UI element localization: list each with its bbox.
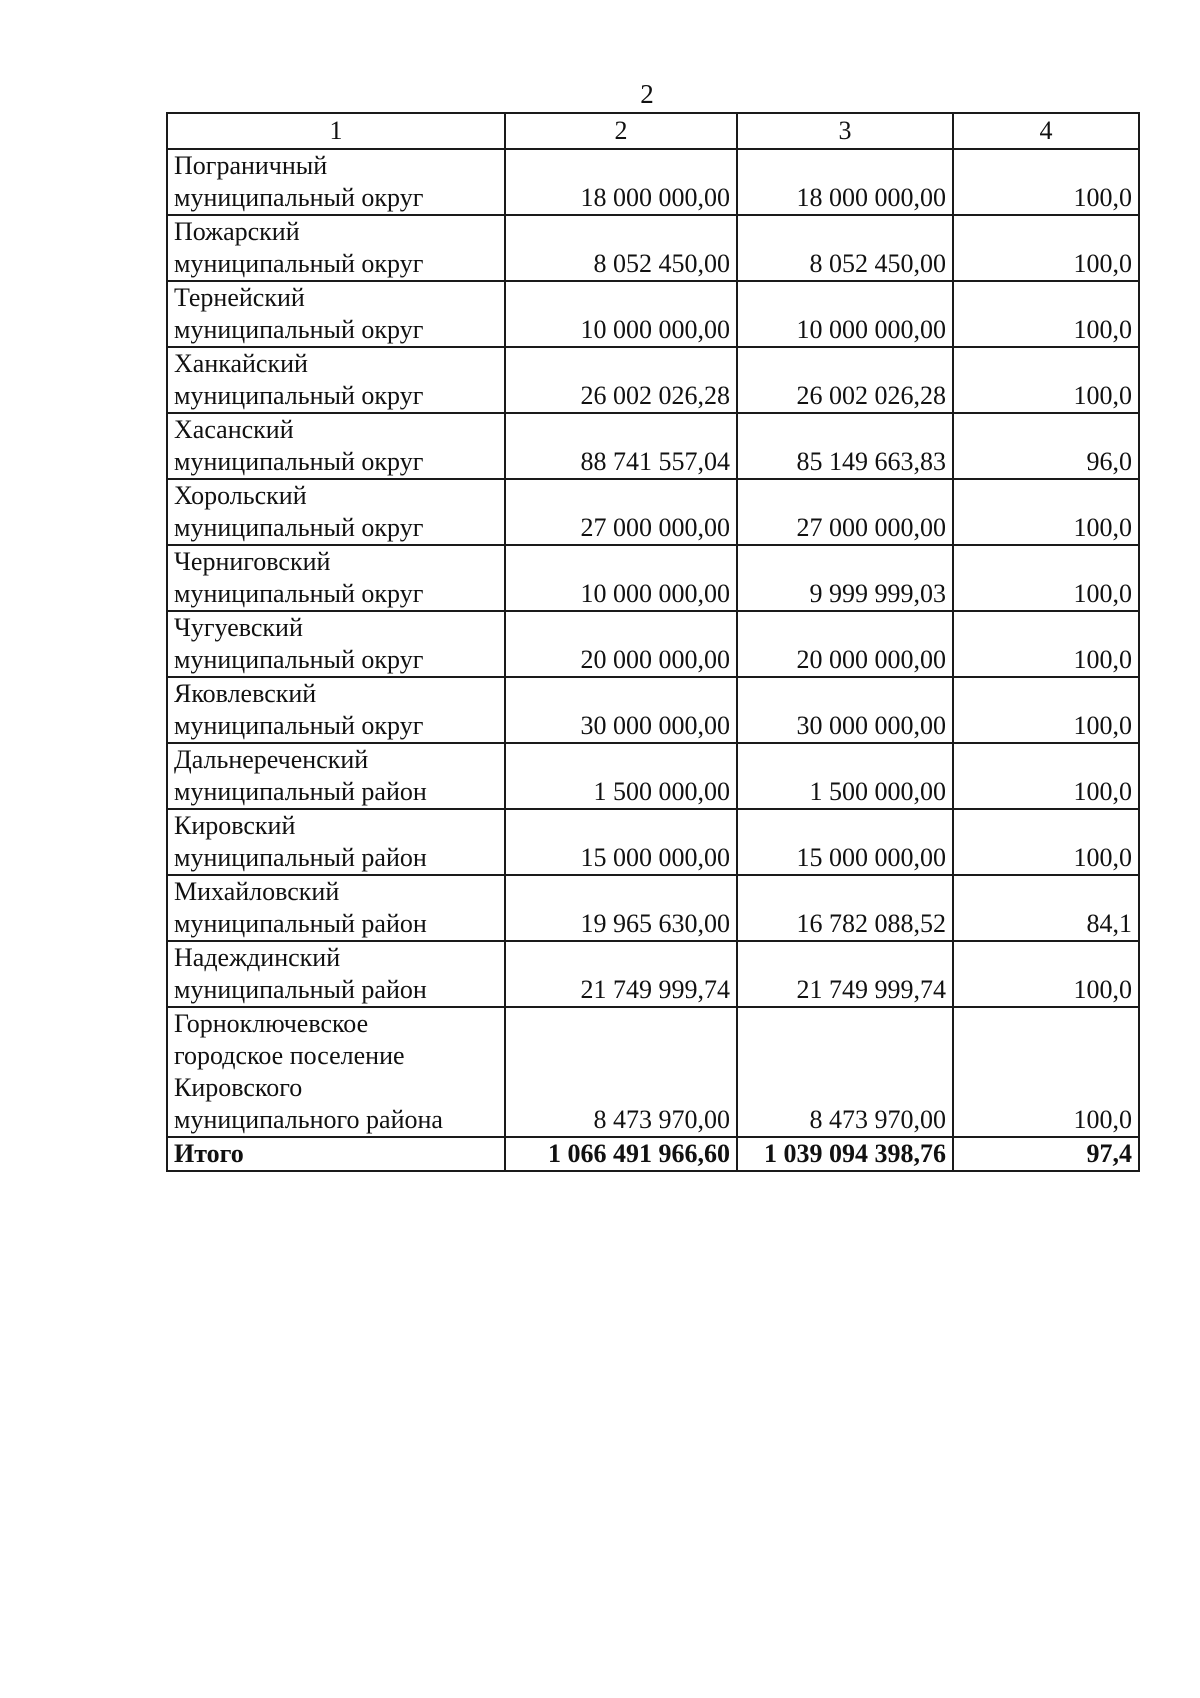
table-header <box>167 113 1139 149</box>
table-row <box>167 1007 1139 1137</box>
row-col4: 100,0 <box>953 611 1139 677</box>
total-row <box>167 1137 1139 1171</box>
row-col3: 21 749 999,74 <box>737 941 953 1007</box>
row-name <box>167 149 505 215</box>
row-col3: 10 000 000,00 <box>737 281 953 347</box>
table-row <box>167 611 1139 677</box>
table-footer <box>167 1137 1139 1171</box>
row-name-line: Чугуевский <box>174 613 303 642</box>
table-row <box>167 413 1139 479</box>
header-row <box>167 113 1139 149</box>
row-col4: 100,0 <box>953 479 1139 545</box>
row-name-line: муниципальный округ <box>174 447 424 476</box>
row-col3: 85 149 663,83 <box>737 413 953 479</box>
table-row <box>167 941 1139 1007</box>
row-name-line: Кировский <box>174 811 296 840</box>
row-name <box>167 743 505 809</box>
row-col2: 30 000 000,00 <box>505 677 737 743</box>
row-name-line: муниципальный округ <box>174 645 424 674</box>
row-col4: 100,0 <box>953 281 1139 347</box>
row-name-line: муниципальный округ <box>174 315 424 344</box>
row-col4: 100,0 <box>953 941 1139 1007</box>
row-col3: 8 052 450,00 <box>737 215 953 281</box>
row-name-line: муниципальный район <box>174 843 427 872</box>
budget-table <box>166 112 1140 1172</box>
row-name-line: Пограничный <box>174 151 328 180</box>
row-name <box>167 875 505 941</box>
row-name-line: Надеждинский <box>174 943 341 972</box>
row-col2: 8 473 970,00 <box>505 1007 737 1137</box>
row-col3: 20 000 000,00 <box>737 611 953 677</box>
row-col3: 27 000 000,00 <box>737 479 953 545</box>
row-col4: 100,0 <box>953 545 1139 611</box>
row-col3: 8 473 970,00 <box>737 1007 953 1137</box>
table-row <box>167 149 1139 215</box>
table-row <box>167 677 1139 743</box>
column-header-3: 3 <box>737 113 953 149</box>
row-name-line: Хорольский <box>174 481 307 510</box>
row-col2: 18 000 000,00 <box>505 149 737 215</box>
row-col2: 20 000 000,00 <box>505 611 737 677</box>
table-row <box>167 215 1139 281</box>
table-row <box>167 479 1139 545</box>
row-col3: 30 000 000,00 <box>737 677 953 743</box>
row-name-line: Пожарский <box>174 217 300 246</box>
row-col2: 19 965 630,00 <box>505 875 737 941</box>
row-name-line: муниципального района <box>174 1105 443 1134</box>
row-name-line: муниципальный округ <box>174 381 424 410</box>
row-col2: 88 741 557,04 <box>505 413 737 479</box>
row-col2: 27 000 000,00 <box>505 479 737 545</box>
row-col3: 26 002 026,28 <box>737 347 953 413</box>
table-row <box>167 281 1139 347</box>
table-row <box>167 875 1139 941</box>
page-number: 2 <box>640 79 654 109</box>
row-name <box>167 413 505 479</box>
column-header-1: 1 <box>167 113 505 149</box>
row-name-line: Черниговский <box>174 547 331 576</box>
table-row <box>167 545 1139 611</box>
column-header-4: 4 <box>953 113 1139 149</box>
row-col2: 26 002 026,28 <box>505 347 737 413</box>
row-col2: 1 500 000,00 <box>505 743 737 809</box>
row-name <box>167 545 505 611</box>
row-name-line: муниципальный округ <box>174 183 424 212</box>
row-name-line: Ханкайский <box>174 349 308 378</box>
total-label: Итого <box>167 1137 505 1171</box>
row-col3: 18 000 000,00 <box>737 149 953 215</box>
row-col4: 100,0 <box>953 809 1139 875</box>
total-col2: 1 066 491 966,60 <box>505 1137 737 1171</box>
row-name-line: Яковлевский <box>174 679 317 708</box>
row-name-line: муниципальный округ <box>174 711 424 740</box>
row-name <box>167 941 505 1007</box>
row-col3: 9 999 999,03 <box>737 545 953 611</box>
row-name-line: муниципальный район <box>174 975 427 1004</box>
row-name-line: городское поселение <box>174 1041 405 1070</box>
row-col4: 84,1 <box>953 875 1139 941</box>
row-name <box>167 347 505 413</box>
row-name-line: Горноключевское <box>174 1009 369 1038</box>
row-name-line: муниципальный район <box>174 909 427 938</box>
row-name <box>167 677 505 743</box>
row-col2: 10 000 000,00 <box>505 545 737 611</box>
row-name-line: Дальнереченский <box>174 745 369 774</box>
row-name <box>167 809 505 875</box>
row-name-line: Михайловский <box>174 877 340 906</box>
row-name <box>167 479 505 545</box>
row-name-line: муниципальный округ <box>174 249 424 278</box>
row-col4: 96,0 <box>953 413 1139 479</box>
row-col3: 1 500 000,00 <box>737 743 953 809</box>
row-col4: 100,0 <box>953 1007 1139 1137</box>
row-name-line: Тернейский <box>174 283 305 312</box>
row-name-line: муниципальный округ <box>174 579 424 608</box>
row-col4: 100,0 <box>953 743 1139 809</box>
table-row <box>167 809 1139 875</box>
row-col2: 21 749 999,74 <box>505 941 737 1007</box>
row-col4: 100,0 <box>953 677 1139 743</box>
row-name-line: муниципальный район <box>174 777 427 806</box>
row-col2: 10 000 000,00 <box>505 281 737 347</box>
column-header-2: 2 <box>505 113 737 149</box>
table-row <box>167 743 1139 809</box>
row-name <box>167 1007 505 1137</box>
row-col4: 100,0 <box>953 347 1139 413</box>
row-col2: 8 052 450,00 <box>505 215 737 281</box>
row-name <box>167 281 505 347</box>
table-body <box>167 149 1139 1137</box>
total-col3: 1 039 094 398,76 <box>737 1137 953 1171</box>
row-name <box>167 215 505 281</box>
table-row <box>167 347 1139 413</box>
row-col4: 100,0 <box>953 215 1139 281</box>
row-col3: 15 000 000,00 <box>737 809 953 875</box>
row-name <box>167 611 505 677</box>
row-name-line: Кировского <box>174 1073 303 1102</box>
row-name-line: муниципальный округ <box>174 513 424 542</box>
row-col2: 15 000 000,00 <box>505 809 737 875</box>
total-col4: 97,4 <box>953 1137 1139 1171</box>
row-col3: 16 782 088,52 <box>737 875 953 941</box>
row-name-line: Хасанский <box>174 415 294 444</box>
row-col4: 100,0 <box>953 149 1139 215</box>
